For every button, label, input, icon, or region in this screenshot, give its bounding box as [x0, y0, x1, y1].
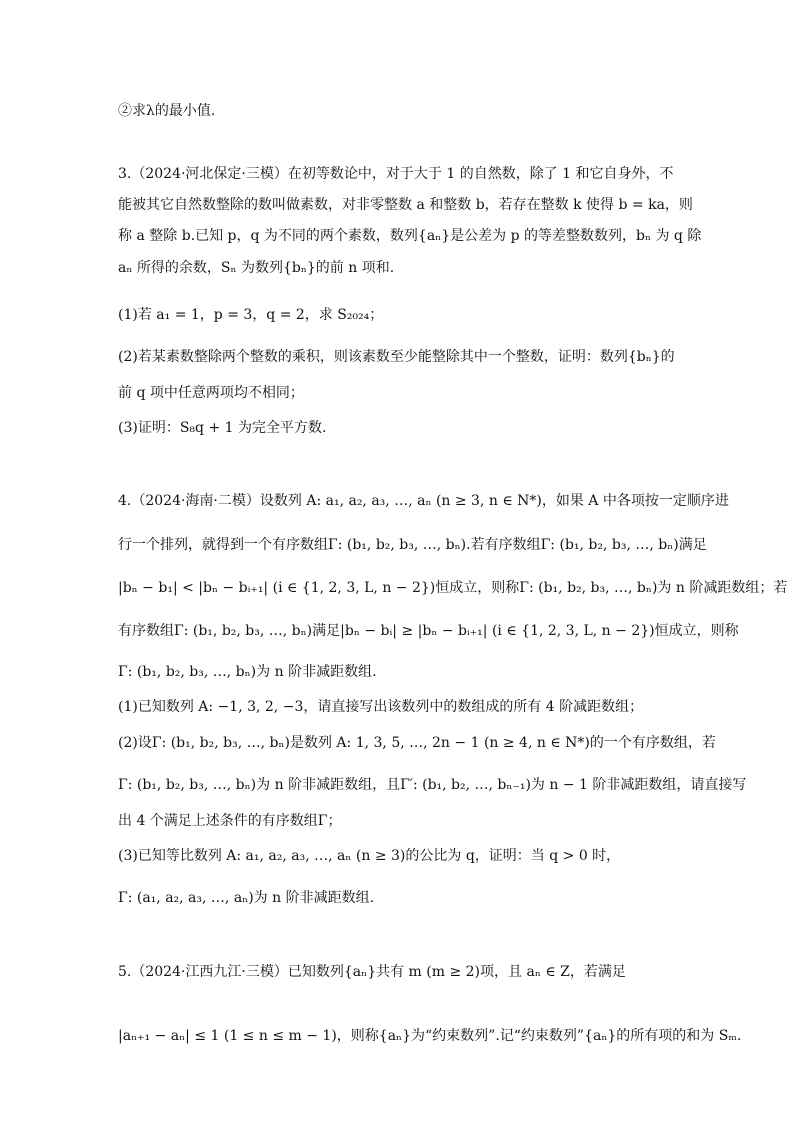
text-line: (1)已知数列 A: −1, 3, 2, −3，请直接写出该数列中的数组成的所有 4 阶减距数组； — [118, 699, 644, 715]
text-line: (2)若某素数整除两个整数的乘积，则该素数至少能整除其中一个整数，证明：数列{bₙ}的 — [118, 349, 675, 365]
text-line: 出 4 个满足上述条件的有序数组Γ； — [118, 813, 342, 829]
text-line: 有序数组Γ: (b₁, b₂, b₃, …, bₙ)满足|bₙ − bᵢ| ≥ |bₙ − bᵢ₊₁| (i ∈ {1, 2, 3, L, n − 2})恒成立，则称 — [118, 623, 739, 639]
text-line: (3)证明：S₈q + 1 为完全平方数. — [118, 420, 327, 436]
text-line: 能被其它自然数整除的数叫做素数，对非零整数 a 和整数 b，若存在整数 k 使得 b = ka，则 — [118, 197, 693, 213]
text-line: aₙ 所得的余数，Sₙ 为数列{bₙ}的前 n 项和. — [118, 260, 395, 276]
problem-5-heading: 5.（2024·江西九江·三模）已知数列{aₙ}共有 m (m ≥ 2)项，且 aₙ ∈ Z，若满足 — [118, 964, 626, 980]
text-line: 前 q 项中任意两项均不相同； — [118, 385, 304, 401]
text-line: |bₙ − b₁| < |bₙ − bᵢ₊₁| (i ∈ {1, 2, 3, L, n − 2})恒成立，则称Γ: (b₁, b₂, b₃, …, bₙ)为 n 阶减距数组；若 — [118, 580, 788, 596]
text-line: Γ: (b₁, b₂, b₃, …, bₙ)为 n 阶非减距数组，且Γ′: (b₁, b₂, …, bₙ₋₁)为 n − 1 阶非减距数组，请直接写 — [118, 777, 747, 793]
text-line: (3)已知等比数列 A: a₁, a₂, a₃, …, aₙ (n ≥ 3)的公比为 q，证明：当 q > 0 时， — [118, 848, 621, 864]
text-line: Γ: (a₁, a₂, a₃, …, aₙ)为 n 阶非减距数组. — [118, 890, 375, 906]
text-line: 称 a 整除 b.已知 p，q 为不同的两个素数，数列{aₙ}是公差为 p 的等差整数数列，bₙ 为 q 除 — [118, 228, 702, 244]
text-line: (1)若 a₁ = 1，p = 3，q = 2，求 S₂₀₂₄； — [118, 307, 384, 323]
problem-4-heading: 4.（2024·海南·二模）设数列 A: a₁, a₂, a₃, …, aₙ (n ≥ 3, n ∈ N*)，如果 A 中各项按一定顺序进 — [118, 493, 729, 509]
text-line: |aₙ₊₁ − aₙ| ≤ 1 (1 ≤ n ≤ m − 1)，则称{aₙ}为“约束数列”.记“约束数列”{aₙ}的所有项的和为 Sₘ. — [118, 1028, 742, 1044]
text-line: ②求λ的最小值. — [118, 103, 216, 119]
problem-3-heading: 3.（2024·河北保定·三模）在初等数论中，对于大于 1 的自然数，除了 1 和它自身外，不 — [118, 166, 674, 182]
text-line: (2)设Γ: (b₁, b₂, b₃, …, bₙ)是数列 A: 1, 3, 5, …, 2n − 1 (n ≥ 4, n ∈ N*)的一个有序数组，若 — [118, 735, 716, 751]
text-line: 行一个排列，就得到一个有序数组Γ: (b₁, b₂, b₃, …, bₙ).若有序数组Γ: (b₁, b₂, b₃, …, bₙ)满足 — [118, 537, 707, 553]
text-line: Γ: (b₁, b₂, b₃, …, bₙ)为 n 阶非减距数组. — [118, 664, 377, 680]
